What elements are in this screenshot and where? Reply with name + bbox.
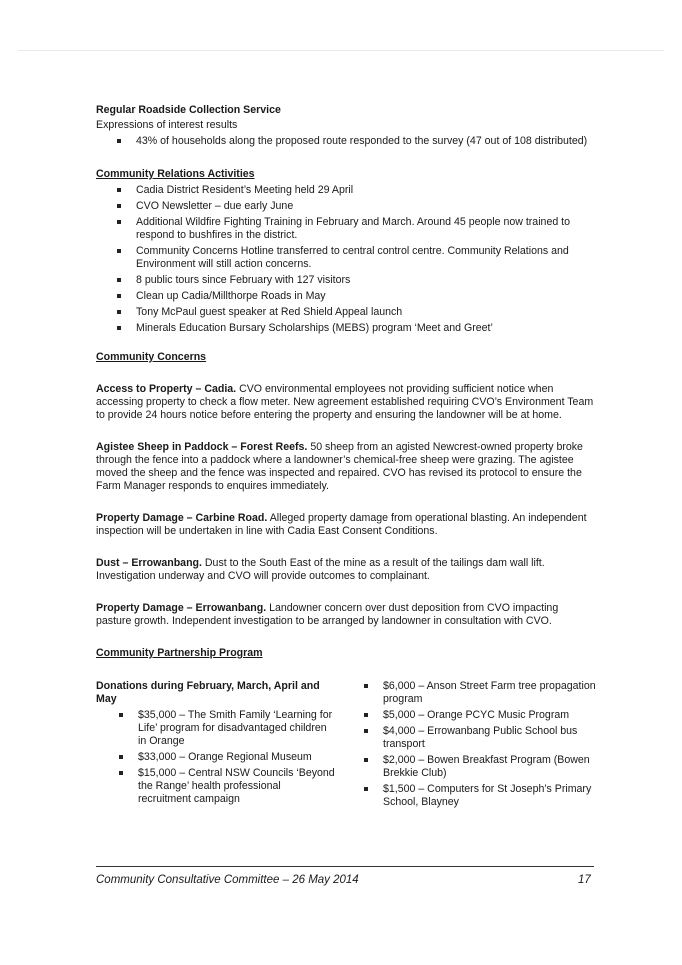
list-item: $33,000 – Orange Regional Museum: [138, 751, 336, 764]
concern-text: Alleged property damage from operational blasting. An independent inspection will be undertaken in line with Cadia East Consent Conditions.: [96, 512, 587, 537]
roadside-collection-section: [96, 104, 596, 148]
concern-entry: [96, 512, 596, 538]
page-content: [96, 104, 596, 809]
concern-title: Dust – Errowanbang.: [96, 557, 202, 569]
roadside-subheading: Expressions of interest results: [96, 119, 238, 131]
list-item: $6,000 – Anson Street Farm tree propagation program: [383, 680, 596, 705]
donations-right-column: [356, 680, 596, 809]
list-item: Tony McPaul guest speaker at Red Shield Appeal launch: [136, 306, 596, 319]
list-item: Community Concerns Hotline transferred to central control centre. Community Relations and Environment will still action concerns.: [136, 245, 596, 271]
concern-entry: [96, 602, 596, 628]
footer-divider: [96, 866, 594, 867]
donations-left-column: [96, 680, 336, 809]
partnership-heading: Community Partnership Program: [96, 647, 263, 659]
list-item: Clean up Cadia/Millthorpe Roads in May: [136, 290, 596, 303]
list-item: Minerals Education Bursary Scholarships (MEBS) program ‘Meet and Greet’: [136, 322, 596, 335]
list-item: $2,000 – Bowen Breakfast Program (Bowen Brekkie Club): [383, 754, 596, 780]
concerns-heading: Community Concerns: [96, 351, 207, 363]
concern-text: Dust to the South East of the mine as a result of the tailings dam wall lift. Investigation underway and CVO will provide outcomes to complainant.: [96, 557, 545, 582]
list-item: 43% of households along the proposed route responded to the survey (47 out of 108 distributed): [136, 135, 596, 148]
list-item: Additional Wildfire Fighting Training in February and March. Around 45 people now trained to respond to bushfires in the district.: [136, 216, 596, 242]
concern-text: 50 sheep from an agisted Newcrest-owned property broke through the fence into a paddock where a landowner’s chemical-free sheep were grazing. The agistee moved the sheep and the fence was inspected and repaired. CVO has revised its protocol to ensure the Farm Manager responds to enquires immediately.: [96, 441, 583, 492]
list-item: CVO Newsletter – due early June: [136, 200, 596, 213]
partnership-section: [96, 647, 596, 809]
concern-title: Property Damage – Errowanbang.: [96, 602, 267, 614]
concern-title: Agistee Sheep in Paddock – Forest Reefs.: [96, 441, 308, 453]
donations-columns: [96, 680, 596, 809]
list-item: $4,000 – Errowanbang Public School bus transport: [383, 725, 596, 751]
concern-entry: [96, 557, 596, 583]
donations-left-list: [96, 709, 336, 806]
concern-title: Property Damage – Carbine Road.: [96, 512, 268, 524]
list-item: $1,500 – Computers for St Joseph’s Primary School, Blayney: [383, 783, 596, 809]
concern-entry: [96, 383, 596, 422]
concern-text: Landowner concern over dust deposition from CVO impacting pasture growth. Independent investigation to be arranged by landowner in consultation with CVO.: [96, 602, 559, 627]
list-item: $15,000 – Central NSW Councils ‘Beyond the Range’ health professional recruitment campaign: [138, 767, 335, 805]
concern-entry: [96, 441, 596, 493]
relations-heading: Community Relations Activities: [96, 168, 255, 180]
list-item: $5,000 – Orange PCYC Music Program: [383, 709, 596, 722]
concern-text: CVO environmental employees not providing sufficient notice when accessing property to check a flow meter. New agreement established requiring CVO’s Environment Team to provide 24 hours notice before entering the property and ensuring the landowner will be at home.: [96, 383, 594, 421]
relations-list: [96, 184, 596, 335]
roadside-heading: Regular Roadside Collection Service: [96, 104, 281, 116]
list-item: $35,000 – The Smith Family ‘Learning for Life’ program for disadvantaged children in Orange: [138, 709, 336, 748]
footer-title: Community Consultative Committee – 26 May 2014: [96, 874, 359, 886]
concerns-section: [96, 351, 596, 628]
donations-heading: Donations during February, March, April and May: [96, 680, 320, 705]
concern-title: Access to Property – Cadia.: [96, 383, 237, 395]
roadside-list: [96, 135, 596, 148]
donations-right-list: [356, 680, 596, 809]
relations-section: [96, 168, 596, 335]
list-item: 8 public tours since February with 127 visitors: [136, 274, 596, 287]
header-divider: [18, 50, 664, 51]
page-number: 17: [578, 874, 591, 886]
list-item: Cadia District Resident’s Meeting held 29 April: [136, 184, 596, 197]
